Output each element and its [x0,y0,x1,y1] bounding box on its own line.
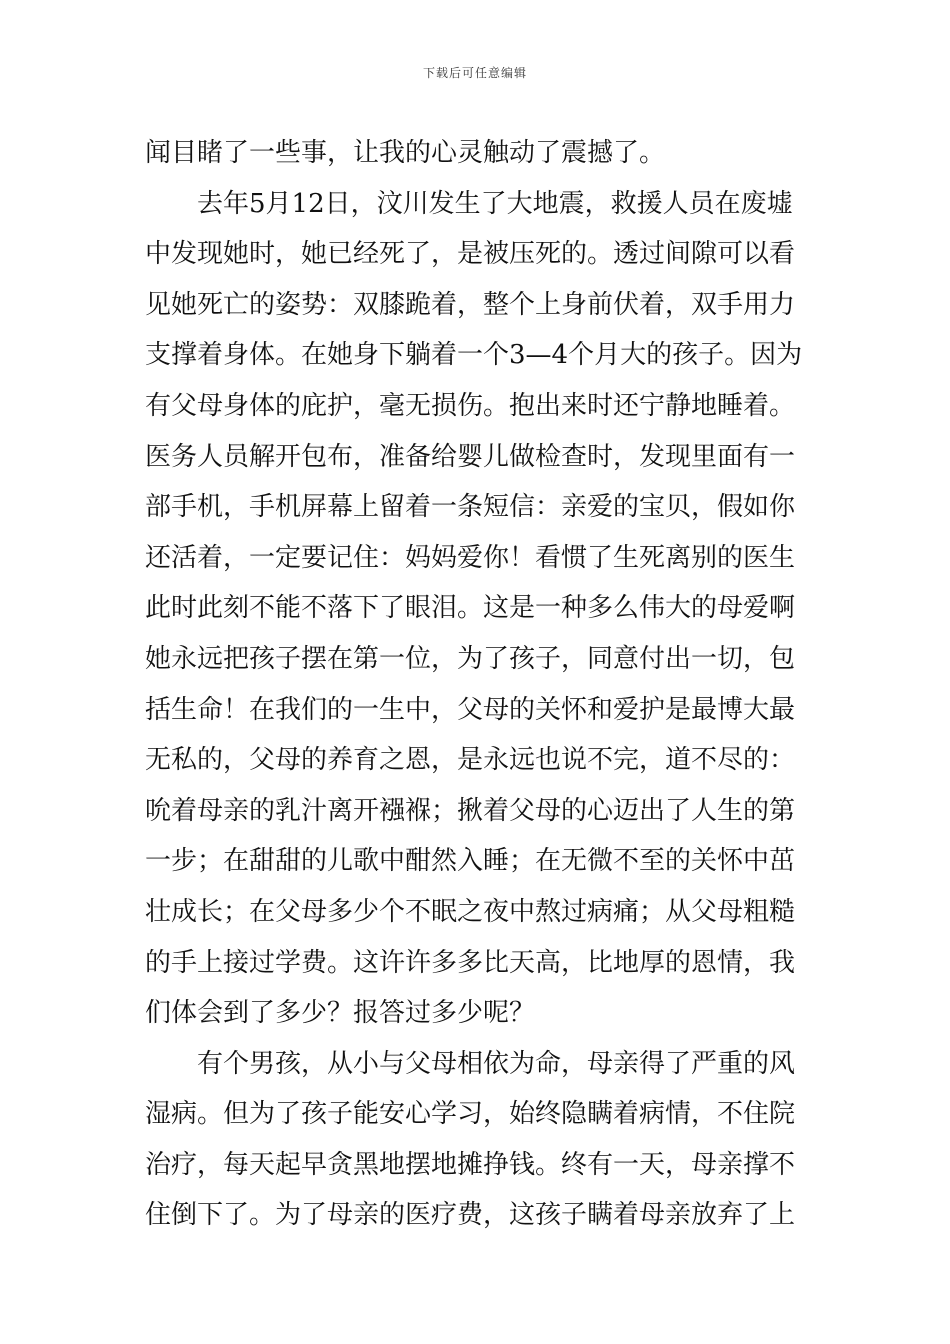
page-header: 下载后可任意编辑 [422,66,527,80]
text-line: 有父母身体的庇护，毫无损伤。抱出来时还宁静地睡着。 [145,390,796,421]
text-line: 湿病。但为了孩子能安心学习，始终隐瞒着病情，不住院 [145,1099,796,1130]
text-line: 们体会到了多少？报答过多少呢？ [145,998,536,1029]
text-line: 此时此刻不能不落下了眼泪。这是一种多么伟大的母爱啊 [145,593,796,624]
text-line: 的手上接过学费。这许许多多比天高，比地厚的恩情，我 [145,947,796,978]
text-line: 她永远把孩子摆在第一位，为了孩子，同意付出一切，包 [145,643,796,674]
text-line: 部手机，手机屏幕上留着一条短信：亲爱的宝贝，假如你 [145,492,796,523]
text-line: 医务人员解开包布，准备给婴儿做检查时，发现里面有一 [145,441,796,472]
text-line: 有个男孩，从小与父母相依为命，母亲得了严重的风 [197,1048,796,1079]
text-line: 治疗，每天起早贪黑地摆地摊挣钱。终有一天，母亲撑不 [145,1149,796,1180]
text-line: 吮着母亲的乳汁离开襁褓；揪着父母的心迈出了人生的第 [145,795,796,826]
text-line: 还活着，一定要记住：妈妈爱你！看惯了生死离别的医生 [145,542,796,573]
text-line: 括生命！在我们的一生中，父母的关怀和爱护是最博大最 [145,694,796,725]
text-line: 住倒下了。为了母亲的医疗费，这孩子瞒着母亲放弃了上 [145,1200,796,1231]
text-line: 无私的，父母的养育之恩，是永远也说不完，道不尽的： [145,745,796,776]
text-line: 闻目睹了一些事，让我的心灵触动了震撼了。 [145,138,666,168]
text-line: 支撑着身体。在她身下躺着一个3—4个月大的孩子。因为 [145,340,803,371]
text-line: 见她死亡的姿势：双膝跪着，整个上身前伏着，双手用力 [145,289,796,320]
text-line: 壮成长；在父母多少个不眠之夜中熬过病痛；从父母粗糙 [145,896,796,927]
text-line: 中发现她时，她已经死了，是被压死的。透过间隙可以看 [145,239,796,270]
text-line: 一步；在甜甜的儿歌中酣然入睡；在无微不至的关怀中茁 [145,846,796,877]
text-line: 去年5月12日，汶川发生了大地震，救援人员在废墟 [197,188,793,219]
document-body [145,128,807,1241]
